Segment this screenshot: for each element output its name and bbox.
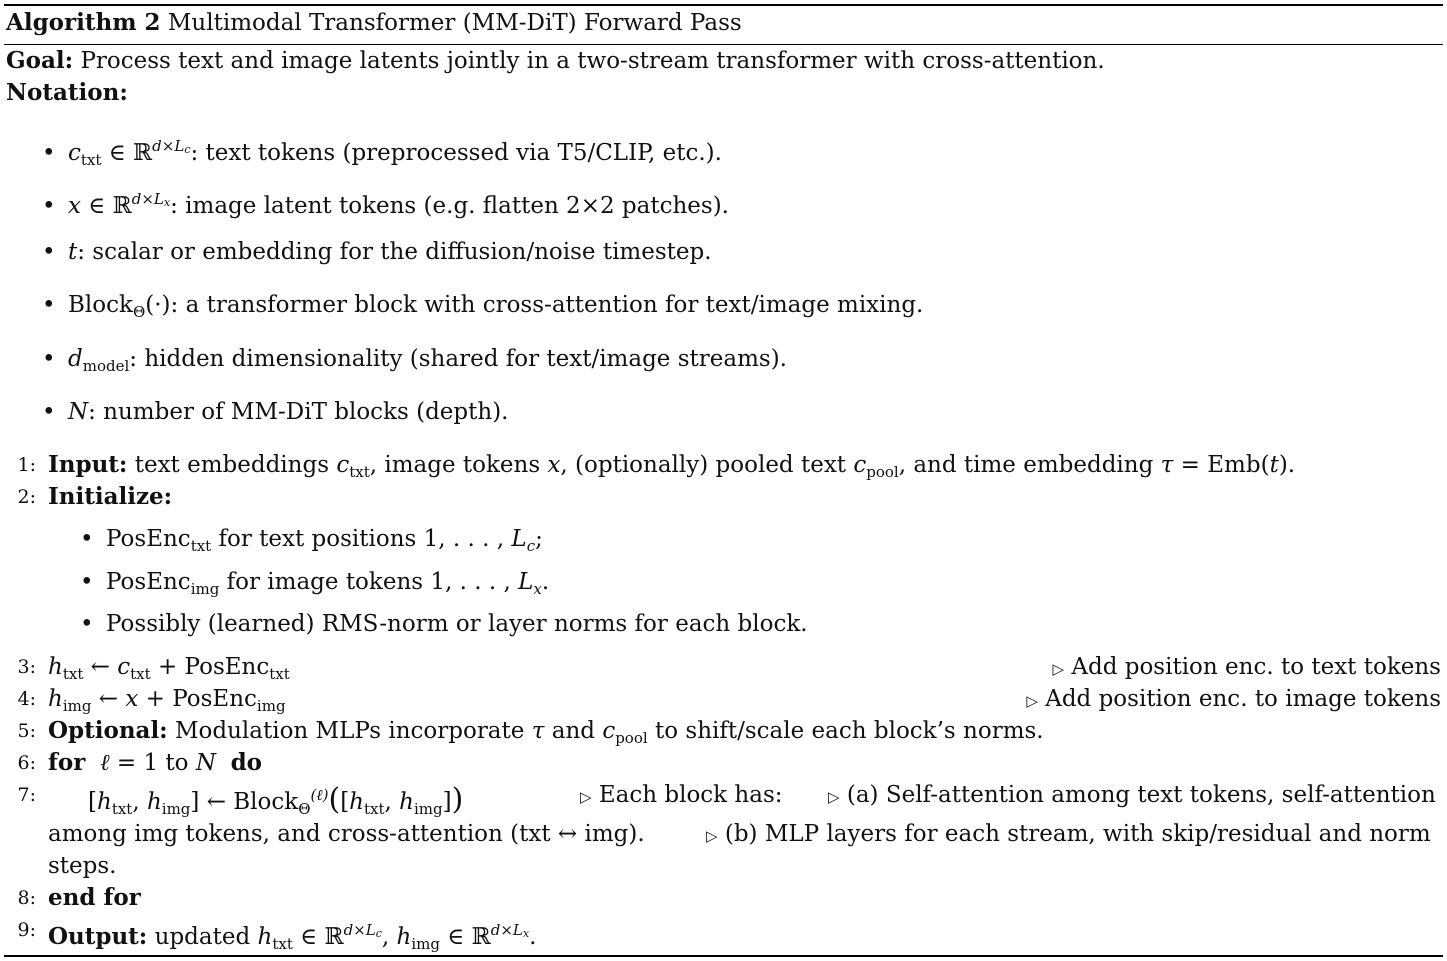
init-item-text: for image tokens 1, . . . , (226, 569, 511, 595)
comment: Add position enc. to image tokens (1045, 686, 1441, 712)
optional-label: Optional: (48, 717, 168, 744)
step-text: and (551, 718, 595, 744)
notation-item-text: : image latent tokens (e.g. flatten 2×2 patches). (170, 193, 729, 219)
notation-item-text: : text tokens (preprocessed via T5/CLIP, etc.). (190, 140, 722, 166)
step-text: , image tokens (369, 452, 541, 478)
for-keyword: for (48, 749, 86, 776)
line-number: 2: (17, 486, 36, 508)
header-rule (4, 44, 1443, 45)
init-item-text: for text positions 1, . . . , (218, 526, 505, 552)
line-number: 4: (17, 688, 36, 710)
algorithm-label: Algorithm 2 (6, 9, 161, 36)
line-number: 8: (17, 887, 36, 909)
line-number: 3: (17, 656, 36, 678)
notation-item-text: : hidden dimensionality (shared for text/image streams). (129, 346, 787, 372)
step-text: , (optionally) pooled text (560, 452, 847, 478)
notation-item-text: : scalar or embedding for the diffusion/noise timestep. (77, 239, 712, 265)
notation-item-text: : a transformer block with cross-attention for text/image mixing. (170, 292, 924, 318)
comment: Add position enc. to text tokens (1071, 654, 1441, 680)
algorithm-title: Multimodal Transformer (MM-DiT) Forward Pass (167, 10, 742, 36)
step-text: , and time embedding (898, 452, 1154, 478)
comment: (a) Self-attention among text tokens, self-attention (846, 782, 1436, 808)
bottom-rule (4, 955, 1443, 957)
step-text: Modulation MLPs incorporate (174, 718, 525, 744)
notation-item-text: : number of MM-DiT blocks (depth). (88, 399, 509, 425)
do-keyword: do (230, 749, 263, 776)
goal-label: Goal: (6, 47, 74, 74)
to-keyword: to (165, 750, 189, 776)
output-label: Output: (48, 923, 148, 950)
input-label: Input: (48, 451, 128, 478)
notation-label: Notation: (6, 79, 128, 106)
step-text: to shift/scale each block’s norms. (654, 718, 1044, 744)
top-rule (4, 4, 1443, 6)
init-item-text: Possibly (learned) RMS-norm or layer norms for each block. (106, 611, 808, 637)
goal-text: Process text and image latents jointly in a two-stream transformer with cross-attention. (80, 48, 1105, 74)
comment: among img tokens, and cross-attention (txt ↔ img). (48, 821, 645, 847)
line-number: 5: (17, 720, 36, 742)
line-number: 6: (17, 752, 36, 774)
end-for-keyword: end for (48, 884, 141, 911)
line-number: 7: (17, 784, 36, 806)
comment: steps. (48, 853, 117, 879)
comment: (b) MLP layers for each stream, with skip/residual and norm (724, 821, 1431, 847)
comment: Each block has: (598, 782, 783, 808)
step-text: updated (154, 924, 251, 950)
initialize-label: Initialize: (48, 483, 173, 510)
step-text: text embeddings (134, 452, 329, 478)
line-number: 9: (17, 919, 36, 941)
line-number: 1: (17, 454, 36, 476)
